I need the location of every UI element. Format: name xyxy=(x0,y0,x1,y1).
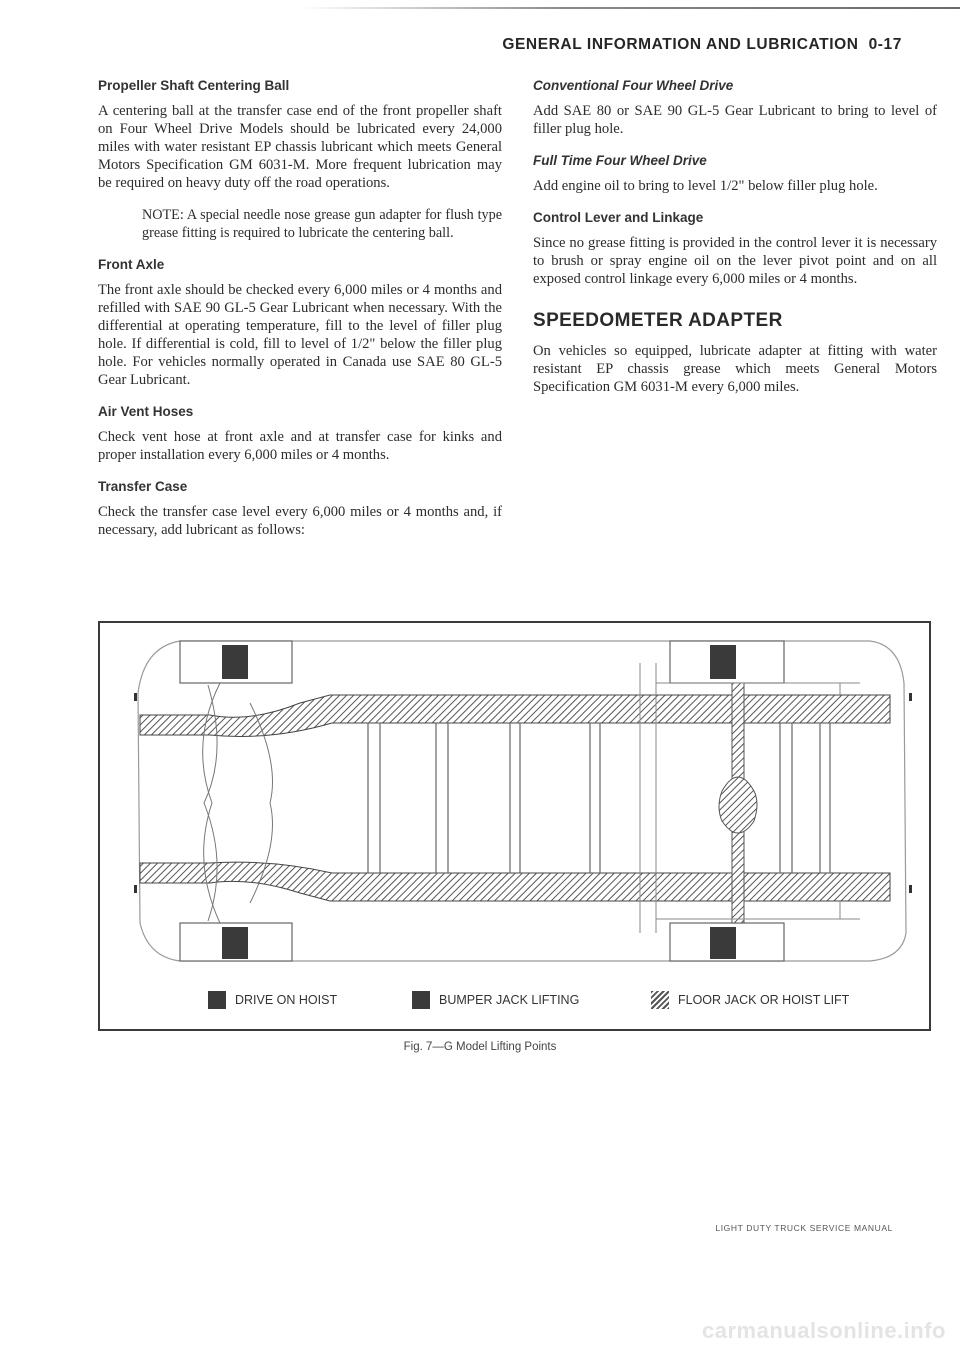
front-wheel-top xyxy=(180,641,292,683)
note-grease-gun: NOTE: A special needle nose grease gun adapter for flush type grease fitting is required to lubricate the centering ball. xyxy=(142,207,502,241)
right-column xyxy=(533,78,937,411)
heading-air-vent-hoses: Air Vent Hoses xyxy=(98,404,194,419)
bumper-jack-point-front-left xyxy=(134,693,137,701)
paragraph-full-time-4wd: Add engine oil to bring to level 1/2" below filler plug hole. xyxy=(533,178,878,194)
heading-propeller-shaft: Propeller Shaft Centering Ball xyxy=(98,78,290,93)
solid-square-icon xyxy=(208,991,226,1009)
legend-item-drive-on-hoist xyxy=(208,991,337,1009)
figure-legend xyxy=(100,991,929,1021)
legend-label-bumper-jack: BUMPER JACK LIFTING xyxy=(439,993,580,1007)
paragraph-speedometer: On vehicles so equipped, lubricate adapter at fitting with water resistant EP chassis grease which meets General Motors Specification GM 6031-M every 6,000 miles. xyxy=(533,343,937,395)
crossmembers xyxy=(368,723,830,873)
paragraph-transfer-case: Check the transfer case level every 6,000 miles or 4 months and, if necessary, add lubricant as follows: xyxy=(98,504,502,538)
bumper-jack-point-front-right xyxy=(134,885,137,893)
drive-on-hoist-pad-front-left xyxy=(222,645,248,679)
legend-label-drive-on-hoist: DRIVE ON HOIST xyxy=(235,993,338,1007)
header-title: GENERAL INFORMATION AND LUBRICATION xyxy=(502,36,859,53)
paragraph-air-vent-hoses: Check vent hose at front axle and at transfer case for kinks and proper installation every 6,000 miles or 4 months. xyxy=(98,429,502,463)
lifting-points-figure xyxy=(98,621,931,1031)
paragraph-front-axle: The front axle should be checked every 6,000 miles or 4 months and refilled with SAE 90 GL-5 Gear Lubricant when necessary. With the differential at operating temperature, fill to the level of filler plug hole. If differential is cold, fill to level of 1/2" below the filler plug hole. For vehicles normally operated in Canada use SAE 80 GL-5 Gear Lubricant. xyxy=(98,282,502,388)
drive-on-hoist-pad-rear-right xyxy=(710,927,736,959)
rear-wheel-top xyxy=(670,641,784,683)
solid-square-icon xyxy=(412,991,430,1009)
front-wheel-bottom xyxy=(180,923,292,961)
heading-front-axle: Front Axle xyxy=(98,257,165,272)
chassis-diagram xyxy=(100,623,929,988)
legend-item-floor-jack xyxy=(651,991,849,1009)
legend-item-bumper-jack xyxy=(412,991,579,1009)
paragraph-control-lever: Since no grease fitting is provided in the control lever it is necessary to brush or spray engine oil on the lever pivot point and on all exposed control linkage every 6,000 miles or 4 months. xyxy=(533,235,937,287)
heading-transfer-case: Transfer Case xyxy=(98,479,188,494)
section-title-speedometer: SPEEDOMETER ADAPTER xyxy=(533,310,783,331)
watermark: carmanualsonline.info xyxy=(702,1318,946,1343)
heading-full-time-4wd: Full Time Four Wheel Drive xyxy=(533,153,707,168)
bumper-jack-point-rear-left xyxy=(909,693,912,701)
paragraph-propeller-shaft: A centering ball at the transfer case end of the front propeller shaft on Four Wheel Drive Models should be lubricated every 24,000 miles with water resistant EP chassis lubricant which meets General Motors Specification GM 6031-M. More frequent lubrication may be required on heavy duty off the road operations. xyxy=(98,103,502,191)
page-number: 0-17 xyxy=(868,36,902,53)
heading-control-lever: Control Lever and Linkage xyxy=(533,210,704,225)
page-header xyxy=(502,36,902,54)
figure-caption: Fig. 7—G Model Lifting Points xyxy=(403,1041,557,1053)
top-rule xyxy=(300,7,960,9)
rear-wheel-bottom xyxy=(670,923,784,961)
bumper-jack-point-rear-right xyxy=(909,885,912,893)
legend-label-floor-jack: FLOOR JACK OR HOIST LIFT xyxy=(678,993,850,1007)
drive-on-hoist-pad-rear-left xyxy=(710,645,736,679)
drive-on-hoist-pad-front-right xyxy=(222,927,248,959)
paragraph-conventional-4wd: Add SAE 80 or SAE 90 GL-5 Gear Lubricant to bring to level of filler plug hole. xyxy=(533,103,937,137)
left-column xyxy=(98,78,502,554)
footer-manual-title: LIGHT DUTY TRUCK SERVICE MANUAL xyxy=(715,1223,893,1233)
hatched-square-icon xyxy=(651,991,669,1009)
heading-conventional-4wd: Conventional Four Wheel Drive xyxy=(533,78,734,93)
